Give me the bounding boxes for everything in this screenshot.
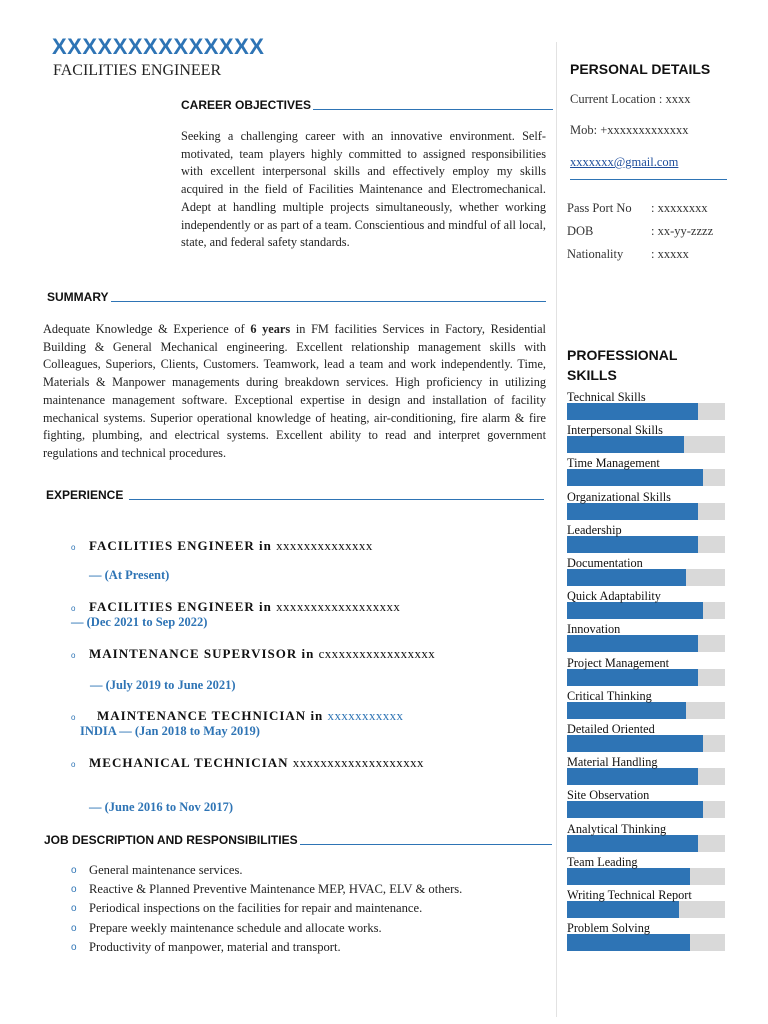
experience-heading-text: EXPERIENCE <box>46 488 124 502</box>
list-item-text: Reactive & Planned Preventive Maintenance MEP, HVAC, ELV & others. <box>89 882 463 897</box>
skill-bar-fill <box>567 702 686 719</box>
skill-bar-fill <box>567 669 698 686</box>
skill-bar-track <box>567 503 725 520</box>
skill-bar-track <box>567 901 725 918</box>
skill-bar-track <box>567 635 725 652</box>
skill-label: Technical Skills <box>567 390 646 404</box>
list-item <box>43 880 543 899</box>
experience-company: cxxxxxxxxxxxxxxxx <box>318 646 436 661</box>
skill-label: Site Observation <box>567 788 650 803</box>
skill-bar-fill <box>567 569 686 586</box>
skill-row <box>567 888 727 920</box>
summary-heading-text: SUMMARY <box>47 290 109 304</box>
skill-row <box>567 423 727 455</box>
summary-heading <box>47 290 546 304</box>
bullet-icon: o <box>71 884 77 896</box>
experience-dates: INDIA — (Jan 2018 to May 2019) <box>80 724 260 738</box>
skill-row <box>567 689 727 721</box>
skill-bar-track <box>567 436 725 453</box>
experience-company: xxxxxxxxxxxxxxxxxx <box>276 599 401 614</box>
skill-label: Problem Solving <box>567 921 651 936</box>
career-objectives-paragraph: Seeking a challenging career with an innovative environment. Self-motivated, team players highly committed to assigned responsibilities with excellent interpersonal skills and effectively employ my skills acquired in the field of Facilities Maintenance and Electromechanical. Adept at handling multiple projects simultaneously, whether working independently or as part of a team. Conscientious and mindful of all local, state, and federal safety standards. <box>181 129 546 250</box>
bullet-icon: o <box>71 922 77 934</box>
skill-row <box>567 490 727 522</box>
career-objectives-heading <box>181 98 553 112</box>
skill-row <box>567 722 727 754</box>
bullet-icon: o <box>71 651 76 660</box>
experience-dates: — (Dec 2021 to Sep 2022) <box>71 615 208 629</box>
passport-value: : xxxxxxxx <box>651 201 708 215</box>
skill-bar-track <box>567 702 725 719</box>
experience-item <box>97 708 403 724</box>
skill-label: Quick Adaptability <box>567 589 661 604</box>
experience-dates: — (At Present) <box>89 568 170 582</box>
candidate-name: XXXXXXXXXXXXXX <box>52 34 265 59</box>
summary-years: 6 years <box>250 322 291 336</box>
dob-label: DOB <box>567 224 594 238</box>
bullet-icon: o <box>71 760 76 769</box>
experience-heading <box>46 488 544 502</box>
skill-bar-track <box>567 602 725 619</box>
experience-title: MAINTENANCE TECHNICIAN in <box>97 708 328 723</box>
bullet-icon: o <box>71 543 76 552</box>
career-objectives-heading-text: CAREER OBJECTIVES <box>181 98 312 112</box>
list-item-text: General maintenance services. <box>89 863 243 877</box>
list-item <box>43 919 543 938</box>
skill-bar-fill <box>567 901 679 918</box>
current-location: Current Location : xxxx <box>570 92 691 106</box>
experience-item <box>89 538 373 554</box>
skill-row <box>567 622 727 654</box>
list-item-text: Prepare weekly maintenance schedule and allocate works. <box>89 920 382 935</box>
skill-label: Writing Technical Report <box>567 888 692 902</box>
experience-title: FACILITIES ENGINEER in <box>89 538 277 553</box>
skill-row <box>567 456 727 488</box>
skill-label: Critical Thinking <box>567 688 652 703</box>
professional-skills-heading-line1: PROFESSIONAL <box>567 347 678 363</box>
skill-label: Organizational Skills <box>567 489 671 504</box>
experience-company: xxxxxxxxxxx <box>327 708 404 723</box>
skill-bar-track <box>567 536 725 553</box>
skill-bar-track <box>567 835 725 852</box>
bullet-icon: o <box>71 713 76 722</box>
skill-label: Interpersonal Skills <box>567 423 663 438</box>
professional-skills-heading-line2: SKILLS <box>567 367 617 383</box>
heading-rule <box>313 109 553 110</box>
details-rule <box>570 179 727 180</box>
skill-row <box>567 855 727 887</box>
bullet-icon: o <box>71 604 76 613</box>
experience-dates: — (June 2016 to Nov 2017) <box>89 800 234 814</box>
job-description-heading-text: JOB DESCRIPTION AND RESPONSIBILITIES <box>44 833 298 847</box>
job-description-list <box>43 861 543 957</box>
skill-label: Team Leading <box>567 854 638 869</box>
list-item <box>43 861 543 880</box>
passport-label: Pass Port No <box>567 201 632 215</box>
sidebar-divider <box>556 42 557 1017</box>
skill-bar-fill <box>567 934 690 951</box>
skill-bar-fill <box>567 735 703 752</box>
heading-rule <box>111 301 546 302</box>
nationality-label: Nationality <box>567 247 624 261</box>
summary-paragraph <box>43 321 546 463</box>
experience-company: xxxxxxxxxxxxxxxxxxx <box>292 755 424 770</box>
skill-bar-track <box>567 934 725 951</box>
skill-bar-track <box>567 669 725 686</box>
skill-bar-fill <box>567 536 698 553</box>
nationality-value: : xxxxx <box>651 247 689 261</box>
skill-bar-fill <box>567 503 698 520</box>
skill-bar-track <box>567 569 725 586</box>
experience-title: MAINTENANCE SUPERVISOR in <box>89 646 319 661</box>
skill-row <box>567 755 727 787</box>
skill-bar-fill <box>567 635 698 652</box>
skill-row <box>567 921 727 953</box>
experience-item <box>89 646 435 662</box>
mobile-number: Mob: +xxxxxxxxxxxxx <box>570 123 689 137</box>
skill-bar-track <box>567 403 725 420</box>
heading-rule <box>129 499 544 500</box>
skill-row <box>567 822 727 854</box>
skill-label: Innovation <box>567 622 621 637</box>
skill-label: Time Management <box>567 456 660 471</box>
skill-bar-track <box>567 469 725 486</box>
experience-item <box>89 755 424 771</box>
experience-dates: — (July 2019 to June 2021) <box>90 678 236 692</box>
skill-label: Documentation <box>567 556 643 570</box>
skill-bar-fill <box>567 868 690 885</box>
skill-bar-track <box>567 768 725 785</box>
personal-details-heading: PERSONAL DETAILS <box>570 61 711 77</box>
list-item-text: Productivity of manpower, material and transport. <box>89 939 341 954</box>
dob-value: : xx-yy-zzzz <box>651 224 714 238</box>
summary-text-start: Adequate Knowledge & Experience of <box>43 322 251 336</box>
experience-title: MECHANICAL TECHNICIAN <box>89 755 293 770</box>
skill-bar-fill <box>567 436 684 453</box>
skill-bar-fill <box>567 768 698 785</box>
skill-row <box>567 523 727 555</box>
email-link[interactable]: xxxxxxx@gmail.com <box>570 155 679 169</box>
list-item <box>43 899 543 918</box>
job-description-heading <box>44 833 552 847</box>
summary-text <box>43 321 546 463</box>
experience-item <box>89 599 400 615</box>
candidate-title: FACILITIES ENGINEER <box>53 62 222 79</box>
bullet-icon: o <box>71 941 77 953</box>
skill-row <box>567 788 727 820</box>
skill-row <box>567 589 727 621</box>
skill-bar-fill <box>567 835 698 852</box>
skill-label: Project Management <box>567 655 670 670</box>
skill-bar-fill <box>567 403 698 420</box>
bullet-icon: o <box>71 865 77 876</box>
career-objectives-text <box>181 128 546 252</box>
skill-bar-track <box>567 801 725 818</box>
skill-label: Detailed Oriented <box>567 722 655 736</box>
experience-title: FACILITIES ENGINEER in <box>89 599 277 614</box>
summary-text-rest: in FM facilities Services in Factory, Residential Building & General Mechanical engineering. Excellent relationship management skills with Colleagues, Superiors, Clients, Customers. Teamwork, lead a team and work independently. Time, Materials & Manpower managements during breakdown services. High proficiency in utilizing maintenance management software. Exceptional expertise in design and installation of facility mechanical systems. Superior operational knowledge of heating, air-conditioning, fire alarm & fire fighting, plumbing, and electrical systems. Excellent ability to read and interpret government regulations and technical procedures. <box>43 322 546 460</box>
skill-row <box>567 390 727 422</box>
skill-row <box>567 556 727 588</box>
skill-row <box>567 656 727 688</box>
list-item <box>43 938 543 957</box>
skill-bar-track <box>567 868 725 885</box>
bullet-icon: o <box>71 903 77 915</box>
skill-label: Analytical Thinking <box>567 821 667 836</box>
experience-company: xxxxxxxxxxxxxx <box>276 538 373 553</box>
skill-label: Material Handling <box>567 755 658 770</box>
skill-bar-track <box>567 735 725 752</box>
professional-skills-heading <box>567 345 677 385</box>
skill-label: Leadership <box>567 522 622 537</box>
skill-bar-fill <box>567 602 703 619</box>
skill-bar-fill <box>567 469 703 486</box>
list-item-text: Periodical inspections on the facilities for repair and maintenance. <box>89 901 423 916</box>
skill-bar-fill <box>567 801 703 818</box>
heading-rule <box>300 844 552 845</box>
